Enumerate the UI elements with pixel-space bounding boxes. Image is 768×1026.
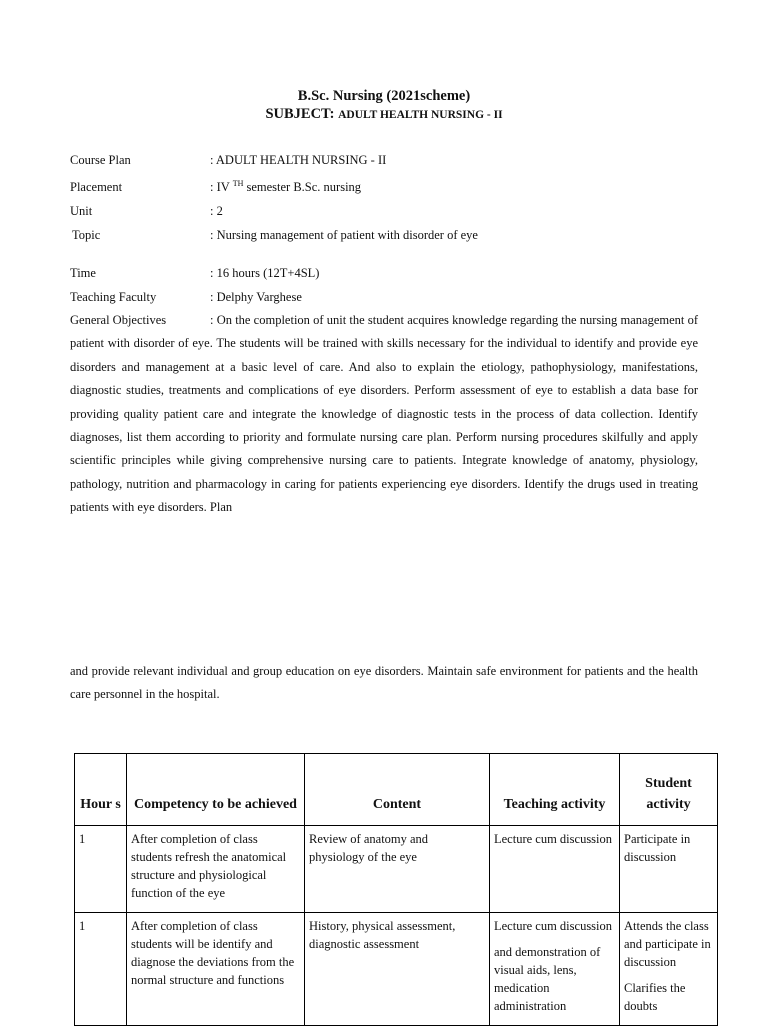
general-objectives-paragraph <box>70 309 698 520</box>
general-objectives-label: General Objectives <box>70 313 167 327</box>
header-teaching-activity: Teaching activity <box>490 754 620 826</box>
cell-hours: 1 <box>75 913 127 1026</box>
cell-student-activity <box>620 913 718 1026</box>
placement-value <box>210 179 361 195</box>
table-row <box>75 913 718 1026</box>
header-content: Content <box>305 754 490 826</box>
unit-label: Unit <box>70 204 93 218</box>
cell-content: Review of anatomy and physiology of the eye <box>305 826 490 913</box>
placement-superscript: TH <box>232 178 244 188</box>
course-plan-table <box>74 753 718 1026</box>
topic-label: Topic <box>72 228 101 242</box>
placement-prefix: : IV <box>210 180 230 194</box>
course-plan-label: Course Plan <box>70 153 131 167</box>
placement-suffix: semester B.Sc. nursing <box>243 180 362 194</box>
cell-teaching-activity <box>490 913 620 1026</box>
document-title: B.Sc. Nursing (2021scheme) <box>297 88 471 104</box>
general-objectives-text: : On the completion of unit the student acquires knowledge regarding the nursing management of patient with disorder of eye. The students will be trained with skills necessary for the individual to identify and provide eye disorders and management at a basic level of care. And also to explain the etiology, pathophysiology, manifestations, diagnostic studies, treatments and complications of eye disorders. Perform assessment of eye to establish a data base for providing quality patient care and integrate the knowledge of diagnostic tests in the process of data collection. Identify diagnoses, list them according to priority and formulate nursing care plan. Perform nursing procedures skilfully and apply scientific principles while giving comprehensive nursing care to patients. Integrate knowledge of anatomy, physiology, pathology, nutrition and pharmacology in caring for patients experiencing eye disorders. Identify the drugs used in treating patients with eye disorders. Plan <box>70 313 698 515</box>
table-row <box>75 826 718 913</box>
course-plan-value: : ADULT HEALTH NURSING - II <box>210 153 387 167</box>
student-activity-line: Clarifies the doubts <box>624 981 686 1013</box>
cell-competency: After completion of class students will be identify and diagnose the deviations from the normal structure and functions <box>127 913 305 1026</box>
teaching-activity-line: Lecture cum discussion <box>494 832 613 846</box>
header-hours: Hour s <box>75 754 127 826</box>
teaching-activity-line: Lecture cum discussion <box>494 919 613 933</box>
placement-label: Placement <box>70 180 123 194</box>
time-label: Time <box>70 266 96 280</box>
header-student-activity: Student activity <box>620 754 718 826</box>
general-objectives-continued: and provide relevant individual and group education on eye disorders. Maintain safe environment for patients and the health care personnel in the hospital. <box>70 664 698 702</box>
cell-teaching-activity <box>490 826 620 913</box>
topic-value: : Nursing management of patient with disorder of eye <box>210 228 478 242</box>
cell-content: History, physical assessment, diagnostic assessment <box>305 913 490 1026</box>
header-competency: Competency to be achieved <box>127 754 305 826</box>
cell-student-activity <box>620 826 718 913</box>
student-activity-line: Participate in discussion <box>624 832 691 864</box>
table-header-row <box>75 754 718 826</box>
subject-value: ADULT HEALTH NURSING - II <box>338 109 503 121</box>
time-value: : 16 hours (12T+4SL) <box>210 266 320 280</box>
cell-hours: 1 <box>75 826 127 913</box>
teaching-activity-line: and demonstration of visual aids, lens, medication administration <box>494 945 601 1013</box>
cell-competency: After completion of class students refresh the anatomical structure and physiological function of the eye <box>127 826 305 913</box>
faculty-value: : Delphy Varghese <box>210 290 302 304</box>
unit-value: : 2 <box>210 204 223 218</box>
faculty-label: Teaching Faculty <box>70 290 157 304</box>
subject-heading <box>0 106 768 123</box>
subject-label: SUBJECT: <box>265 106 335 122</box>
student-activity-line: Attends the class and participate in discussion <box>624 919 711 969</box>
